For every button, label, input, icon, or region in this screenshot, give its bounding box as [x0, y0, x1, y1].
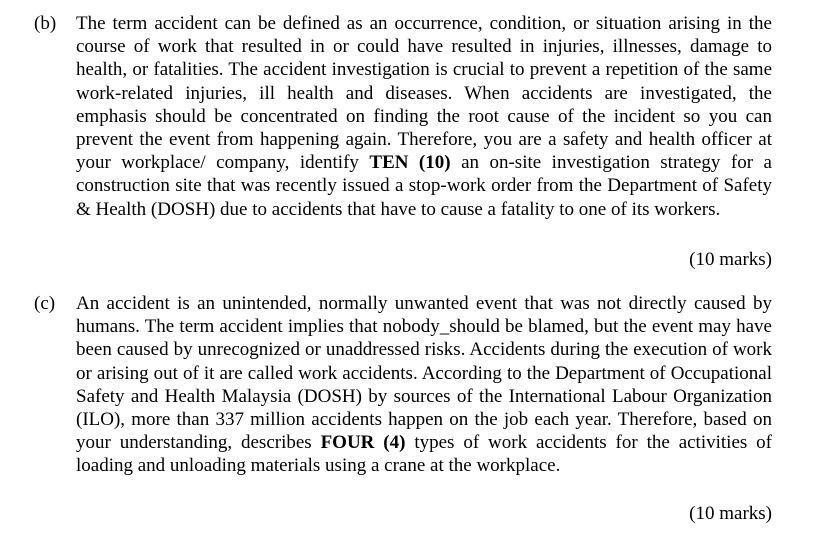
question-emphasis: TEN (10) — [369, 152, 451, 174]
question-text-part: The term accident can be defined as an occurrence, condition, or situation arising in the course of work that resulted in or could have resulted in injuries, illnesses, damage to health, or fatalities. The accident investigation is crucial to prevent a repetition of the same work-related injuries, ill health and diseases. When accidents are investigated, the emphasis should be concentrated on finding the root cause of the incident so you can prevent the event from happening again. Therefore, you are a safety and health officer at your workplace/ company, identify — [76, 13, 772, 174]
marks-label: (10 marks) — [689, 503, 772, 524]
question-text-part: an on-site investigation strategy for a construction site that was recently issued a stop-work order from the Department of Safety & Health (DOSH) due to accidents that have to cause a fatality to one of its workers. — [76, 152, 772, 220]
question-text-part: types of work accidents for the activities of loading and unloading materials using a crane at the workplace. — [76, 432, 772, 477]
marks-label: (10 marks) — [689, 249, 772, 270]
question-emphasis: FOUR (4) — [320, 432, 406, 454]
question-text-part: An accident is an unintended, normally unwanted event that was not directly caused by humans. The term accident implies that nobody_should be blamed, but the event may have been caused by unrecognized or unaddressed risks. Accidents during the execution of work or arising out of it are called work accidents. According to the Department of Occupational Safety and Health Malaysia (DOSH) by sources of the International Labour Organization (ILO), more than 337 million accidents happen on the job each year. Therefore, based on your understanding, describes — [76, 293, 772, 454]
question-text — [76, 292, 772, 478]
question-label: (b) — [34, 13, 57, 34]
question-text — [76, 12, 772, 221]
question-label: (c) — [34, 293, 56, 314]
